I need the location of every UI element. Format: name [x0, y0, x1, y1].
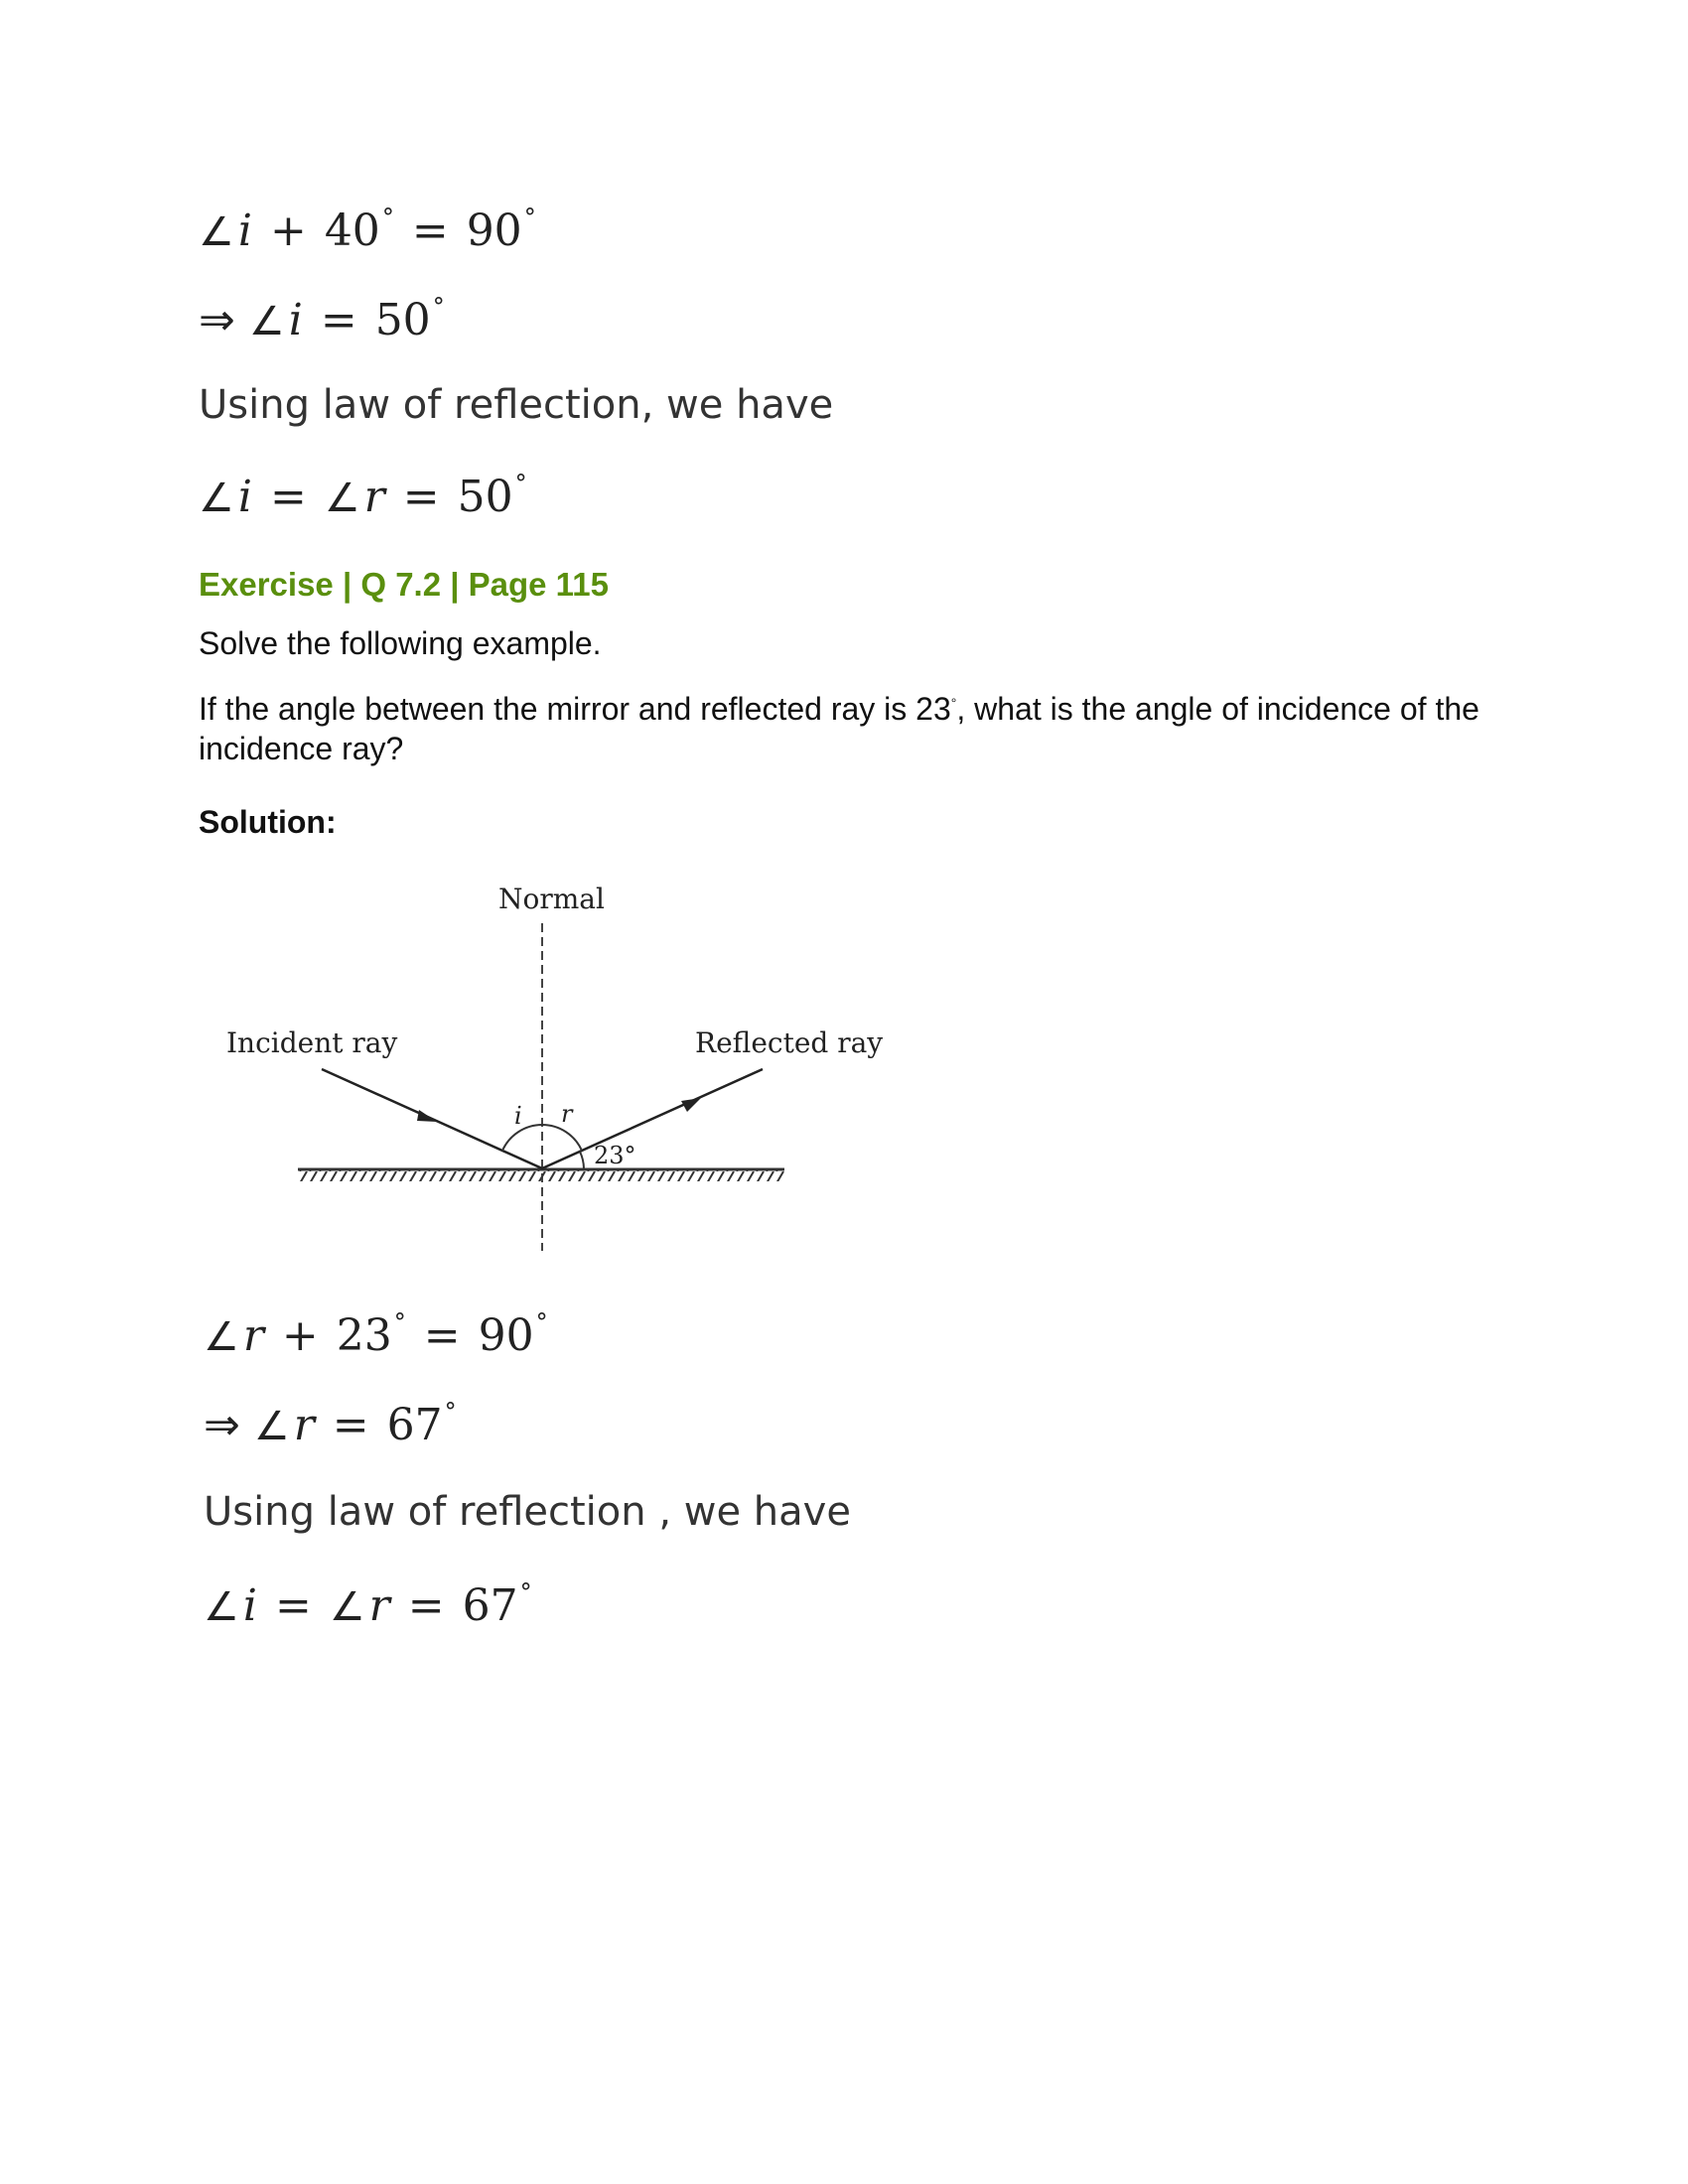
angle-23-label: 23° — [594, 1142, 636, 1169]
angle-i-label: i — [514, 1102, 522, 1130]
question-text: If the angle between the mirror and reflected ray is 23°, what is the angle of incidence of the incidence ray? — [199, 691, 1479, 766]
angle-i-arc — [502, 1125, 542, 1151]
angle-symbol: ∠ — [253, 1404, 290, 1449]
prev-equation-2: ⇒ ∠i = 50° — [199, 293, 445, 345]
angle-23-arc — [580, 1152, 584, 1168]
solution-law-note: Using law of reflection , we have — [204, 1489, 851, 1535]
angle-symbol: ∠ — [324, 476, 360, 521]
angle-r-label: r — [561, 1100, 573, 1128]
incident-ray-label: Incident ray — [226, 1026, 398, 1059]
reflected-ray-label: Reflected ray — [695, 1026, 884, 1059]
angle-symbol: ∠ — [199, 476, 234, 521]
reflected-arrow-icon — [681, 1098, 701, 1112]
angle-r-arc — [542, 1125, 582, 1151]
prev-equation-3: ∠i = ∠r = 50° — [199, 470, 527, 522]
solution-equation-3: ∠i = ∠r = 67° — [204, 1578, 532, 1631]
mirror-hatching — [298, 1169, 784, 1181]
reflected-ray — [542, 1069, 763, 1168]
normal-label: Normal — [498, 883, 605, 915]
instruction-text: Solve the following example. — [199, 625, 602, 661]
prev-equation-1: ∠i + 40° = 90° — [199, 204, 536, 256]
solution-equation-2: ⇒ ∠r = 67° — [204, 1398, 457, 1450]
reflection-diagram — [199, 874, 914, 1271]
angle-symbol: ∠ — [204, 1314, 239, 1360]
angle-symbol: ∠ — [248, 299, 285, 344]
solution-label: Solution: — [199, 804, 337, 840]
incident-arrow-icon — [417, 1110, 437, 1122]
angle-symbol: ∠ — [204, 1584, 239, 1630]
angle-symbol: ∠ — [329, 1584, 365, 1630]
exercise-heading: Exercise | Q 7.2 | Page 115 — [199, 566, 609, 603]
angle-symbol: ∠ — [199, 209, 234, 255]
solution-equation-1: ∠r + 23° = 90° — [204, 1308, 548, 1361]
prev-law-note: Using law of reflection, we have — [199, 382, 834, 428]
